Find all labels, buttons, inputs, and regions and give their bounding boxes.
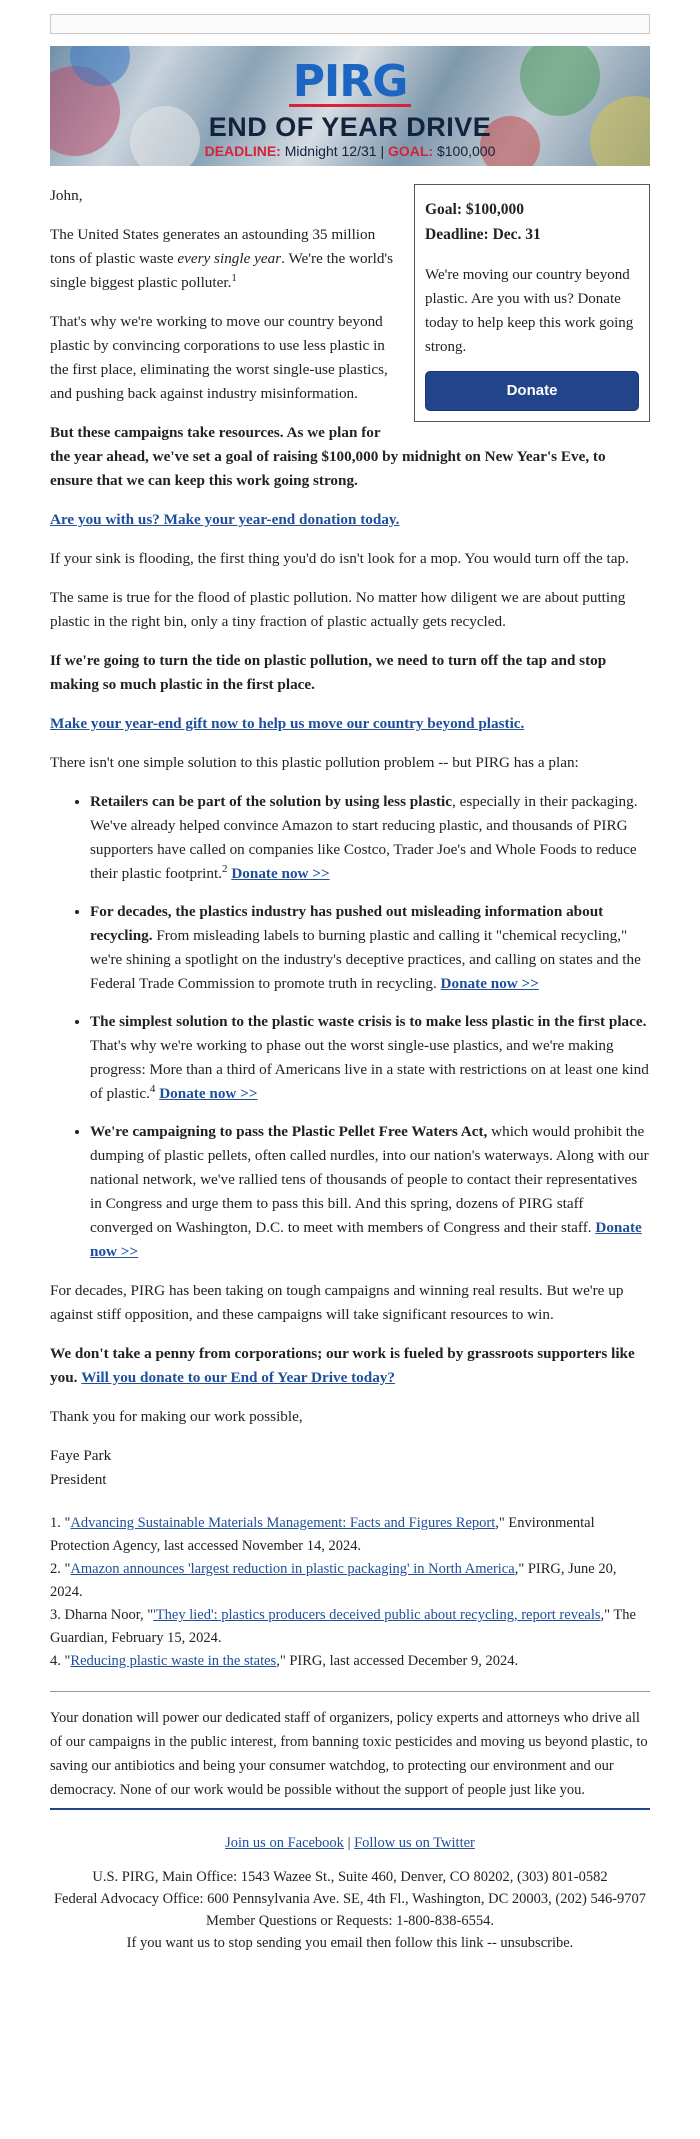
emphasis: every single year (177, 250, 282, 267)
sidebox-goal: Goal: $100,000 (425, 201, 525, 218)
cta-paragraph-1 (50, 508, 650, 532)
bullet-heading: Retailers can be part of the solution by using less plastic (90, 793, 452, 810)
list-item (90, 1120, 650, 1264)
divider (50, 1691, 650, 1692)
ref-prefix: 1. " (50, 1515, 71, 1531)
ref-prefix: 4. " (50, 1653, 71, 1669)
ref-suffix: ," PIRG, June 20, 2024. (50, 1561, 617, 1600)
donate-now-link[interactable]: Donate now >> (231, 865, 330, 882)
thanks-line: Thank you for making our work possible, (50, 1408, 303, 1425)
paragraph-mission: That's why we're working to move our country beyond plastic by convincing corporations to use less plastic in the first place, eliminating the worst single-use plastics, and pushing back against industry misinformation. (50, 313, 388, 402)
reference-item (50, 1512, 650, 1558)
greeting: John, (50, 187, 83, 204)
bullet-text: That's why we're working to phase out the worst single-use plastics, and we're making progress: More than a third of Americans live in a state with restrictions on at least one kind of plastic. (90, 1037, 649, 1102)
reference-link[interactable]: Reducing plastic waste in the states (70, 1653, 277, 1669)
donation-sidebox (414, 184, 650, 422)
list-item (90, 1010, 650, 1106)
plan-list (50, 790, 650, 1264)
email-body (50, 184, 650, 1954)
bullet-heading: For decades, the plastics industry has pushed out misleading information about recycling. (90, 903, 604, 944)
broken-image-placeholder (50, 14, 650, 34)
main-office-address: U.S. PIRG, Main Office: 1543 Wazee St., Suite 460, Denver, CO 80202, (303) 801-0582 (92, 1869, 608, 1885)
sidebox-deadline: Deadline: Dec. 31 (425, 226, 541, 243)
list-item (90, 790, 650, 886)
bullet-text: From misleading labels to burning plastic and calling it "chemical recycling," we're shining a spotlight on the industry's deceptive practices, and calling on states and the Federal Trade Commission to promote truth in recycling. (90, 927, 641, 992)
paragraph-opposition: For decades, PIRG has been taking on tough campaigns and winning real results. But we're up against stiff opposition, and these campaigns will take significant resources to win. (50, 1282, 624, 1323)
reference-link[interactable]: 'They lied': plastics producers deceived public about recycling, report reveals (153, 1607, 601, 1623)
twitter-link[interactable]: Follow us on Twitter (354, 1835, 475, 1851)
reference-link[interactable]: Amazon announces 'largest reduction in plastic packaging' in North America (70, 1561, 515, 1577)
sidebox-blurb: We're moving our country beyond plastic. Are you with us? Donate today to help keep this work going strong. (425, 267, 634, 355)
goal-value: $100,000 (436, 143, 496, 159)
reference-item (50, 1558, 650, 1604)
reference-item (50, 1650, 650, 1673)
paragraph-goal: But these campaigns take resources. As we plan for the year ahead, we've set a goal of raising $100,000 by midnight on New Year's Eve, to ensure that we can keep this work going strong. (50, 424, 606, 489)
unsubscribe-line[interactable]: If you want us to stop sending you email then follow this link -- unsubscribe. (126, 1935, 574, 1951)
social-links (50, 1832, 650, 1854)
pirg-logo: PIRG (289, 60, 412, 107)
end-of-year-banner[interactable] (50, 46, 650, 166)
footnote-ref: 2 (222, 862, 228, 875)
bullet-heading: The simplest solution to the plastic waste crisis is to make less plastic in the first place. (90, 1013, 647, 1030)
ref-suffix: ," Environmental Protection Agency, last accessed November 14, 2024. (50, 1515, 595, 1554)
deadline-value: Midnight 12/31 | (284, 143, 385, 159)
ref-suffix: ," PIRG, last accessed December 9, 2024. (276, 1653, 519, 1669)
donation-power-paragraph: Your donation will power our dedicated staff of organizers, policy experts and attorneys who drive all of our campaigns in the public interest, from banning toxic pesticides and moving us beyond plastic, to saving our antibiotics and being your consumer watchdog, to protecting our environment and our democracy. None of our work would be possible without the support of people just like you. (50, 1710, 648, 1798)
paragraph-plan: There isn't one simple solution to this plastic pollution problem -- but PIRG has a plan: (50, 754, 579, 771)
banner-subtitle (50, 143, 650, 159)
footer (50, 1832, 650, 1954)
footnote-ref: 4 (149, 1082, 156, 1095)
bullet-text: which would prohibit the dumping of plastic pellets, often called nurdles, into our nation's waterways. Along with our national network, we've rallied tens of thousands of people to contact their representatives in Congress and urge them to pass this bill. And this spring, dozens of PIRG staff converged on Washington, D.C. to meet with members of Congress and their staff. (90, 1123, 649, 1236)
donate-link-2[interactable]: Make your year-end gift now to help us move our country beyond plastic. (50, 715, 525, 732)
signature-name: Faye Park (50, 1447, 112, 1464)
goal-label: GOAL: (387, 143, 434, 159)
reference-link[interactable]: Advancing Sustainable Materials Management: Facts and Figures Report (70, 1515, 496, 1531)
bullet-text: , especially in their packaging. We've already helped convince Amazon to start reducing plastic, and thousands of PIRG supporters have called on companies like Costco, Trader Joe's and Whole Foods to reduce their plastic footprint. (90, 793, 638, 882)
paragraph-grassroots (50, 1342, 650, 1390)
ref-suffix: ," The Guardian, February 15, 2024. (50, 1607, 636, 1646)
donate-now-link[interactable]: Donate now >> (90, 1219, 642, 1260)
references (50, 1512, 650, 1673)
deadline-label: DEADLINE: (204, 143, 281, 159)
signature-title: President (50, 1471, 107, 1488)
paragraph-tide: If we're going to turn the tide on plastic pollution, we need to turn off the tap and stop making so much plastic in the first place. (50, 652, 607, 693)
blue-divider (50, 1808, 650, 1810)
federal-office-address: Federal Advocacy Office: 600 Pennsylvania Ave. SE, 4th Fl., Washington, DC 20003, (202) 546-9707 (53, 1891, 647, 1907)
text: . We're the world's single biggest plastic polluter. (50, 250, 394, 291)
donate-button[interactable]: Donate (425, 371, 639, 411)
ref-prefix: 2. " (50, 1561, 71, 1577)
donate-now-link[interactable]: Donate now >> (159, 1085, 258, 1102)
paragraph-flood: The same is true for the flood of plastic pollution. No matter how diligent we are about putting plastic in the right bin, only a tiny fraction of plastic actually gets recycled. (50, 589, 626, 630)
bullet-heading: We're campaigning to pass the Plastic Pellet Free Waters Act, (90, 1123, 488, 1140)
member-questions: Member Questions or Requests: 1-800-838-6554. (206, 1913, 494, 1929)
donate-link-3[interactable]: Will you donate to our End of Year Drive today? (81, 1369, 395, 1386)
footnote-ref: 1 (231, 271, 237, 284)
bold-text: We don't take a penny from corporations; our work is fueled by grassroots supporters like you. (50, 1345, 635, 1386)
link-divider: | (343, 1835, 355, 1851)
paragraph-sink: If your sink is flooding, the first thing you'd do isn't look for a mop. You would turn off the tap. (50, 550, 629, 567)
reference-item (50, 1604, 650, 1650)
text: The United States generates an astounding 35 million tons of plastic waste (50, 226, 376, 267)
banner-title: END OF YEAR DRIVE (208, 112, 492, 142)
signature (50, 1444, 650, 1492)
donate-link-1[interactable]: Are you with us? Make your year-end donation today. (50, 511, 400, 528)
donate-now-link[interactable]: Donate now >> (440, 975, 539, 992)
cta-paragraph-2 (50, 712, 650, 736)
list-item (90, 900, 650, 996)
facebook-link[interactable]: Join us on Facebook (225, 1835, 344, 1851)
ref-prefix: 3. Dharna Noor, " (50, 1607, 154, 1623)
